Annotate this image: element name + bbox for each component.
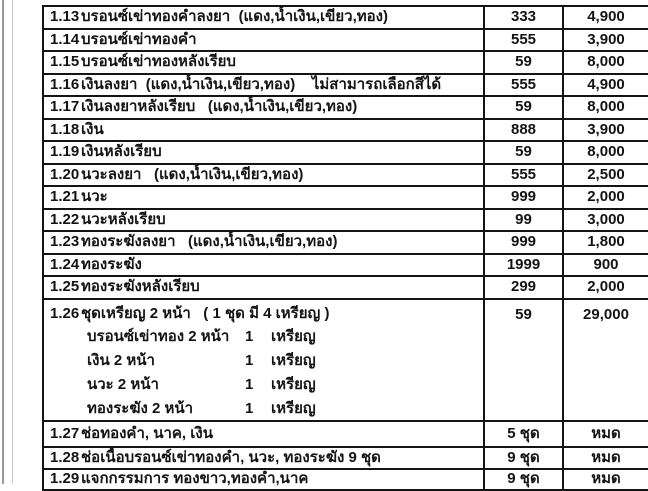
item-description-cell (44, 75, 485, 96)
item-description: นวะลงยา (แดง,น้ำเงิน,เขียว,ทอง) (81, 165, 304, 183)
set-subitem (44, 349, 483, 373)
quantity-cell: 555 (485, 165, 564, 186)
table-row (44, 422, 648, 448)
left-margin-guide-line (2, 0, 4, 484)
price-cell: หมด (591, 424, 621, 442)
quantity-cell: 5 ชุด (485, 422, 564, 446)
item-description-cell (44, 97, 485, 118)
subitem-label: นวะ 2 หน้า (87, 375, 159, 393)
item-description: แจกกรรมการ ทองขาว,ทองคำ,นาค (81, 470, 309, 487)
price-cell: 2,000 (587, 188, 625, 206)
table-row (44, 165, 648, 188)
quantity-cell: 555 (485, 75, 564, 96)
set-subitem (44, 373, 483, 397)
item-description: ชุดเหรียญ 2 หน้า ( 1 ชุด มี 4 เหรียญ ) (81, 305, 330, 322)
set-subitem (44, 326, 483, 350)
table-row (44, 7, 648, 30)
row-number: 1.29 (50, 470, 80, 487)
row-number: 1.16 (50, 75, 80, 93)
subitem-unit: เหรียญ (271, 352, 316, 370)
item-description: ทองระฆังลงยา (แดง,น้ำเงิน,เขียว,ทอง) (81, 233, 338, 251)
item-description-cell (44, 470, 485, 489)
table-row (44, 30, 648, 53)
item-description-cell (44, 277, 485, 298)
item-description: ช่อเนื้อบรอนซ์เข่าทองคำ, นวะ, ทองระฆัง 9 ชุด (81, 448, 381, 466)
item-description-cell (44, 7, 485, 28)
item-description: บรอนซ์เข่าทองคำลงยา (แดง,น้ำเงิน,เขียว,ทอง) (81, 8, 388, 26)
row-number: 1.22 (50, 210, 80, 228)
table-row (44, 210, 648, 233)
price-cell: 3,900 (587, 30, 625, 48)
price-table (42, 5, 648, 491)
item-description-cell (44, 187, 485, 208)
table-row (44, 52, 648, 75)
item-description: เงิน (81, 120, 104, 138)
subitem-quantity: 1 (245, 375, 254, 393)
table-row (44, 187, 648, 210)
item-description-cell (44, 120, 485, 141)
item-description: เงินหลังเรียบ (81, 143, 162, 161)
item-description-cell (44, 448, 485, 468)
item-description: บรอนซ์เข่าทองหลังเรียบ (81, 53, 236, 71)
item-description-cell (44, 142, 485, 163)
item-description: ช่อทองคำ, นาค, เงิน (81, 424, 213, 442)
price-cell: 900 (593, 255, 619, 273)
item-description-cell (44, 232, 485, 253)
price-cell: หมด (591, 470, 621, 487)
price-cell: 2,000 (587, 278, 625, 296)
quantity-cell: 999 (485, 187, 564, 208)
row-number: 1.17 (50, 98, 80, 116)
row-number: 1.19 (50, 143, 80, 161)
row-number: 1.25 (50, 278, 80, 296)
quantity-cell: 59 (485, 142, 564, 163)
subitem-label: ทองระฆัง 2 หน้า (87, 399, 194, 417)
price-cell: 4,900 (587, 75, 625, 93)
item-description: นวะหลังเรียบ (81, 210, 166, 228)
price-cell: 3,900 (587, 120, 625, 138)
quantity-cell: 59 (485, 300, 564, 420)
row-number: 1.23 (50, 233, 80, 251)
item-description-cell (44, 165, 485, 186)
subitem-unit: เหรียญ (271, 375, 316, 393)
quantity-cell: 555 (485, 30, 564, 51)
row-number: 1.20 (50, 165, 80, 183)
subitem-quantity: 1 (245, 352, 254, 370)
price-cell: 3,000 (587, 210, 625, 228)
price-cell: 8,000 (587, 53, 625, 71)
row-number: 1.15 (50, 53, 80, 71)
item-description-cell (44, 300, 485, 420)
table-row (44, 97, 648, 120)
table-row (44, 120, 648, 143)
subitem-unit: เหรียญ (271, 399, 316, 417)
row-number: 1.27 (50, 424, 80, 442)
quantity-cell: 9 ชุด (485, 470, 564, 489)
item-description-cell (44, 30, 485, 51)
quantity-cell: 1999 (485, 255, 564, 276)
price-cell: 1,800 (587, 233, 625, 251)
table-row (44, 255, 648, 278)
row-number: 1.24 (50, 255, 80, 273)
price-cell: หมด (591, 448, 621, 466)
row-number: 1.21 (50, 188, 80, 206)
price-cell: 2,500 (587, 165, 625, 183)
quantity-cell: 888 (485, 120, 564, 141)
subitem-quantity: 1 (245, 328, 254, 346)
item-description-cell (44, 255, 485, 276)
subitem-label: บรอนซ์เข่าทอง 2 หน้า (87, 328, 230, 346)
subitem-quantity: 1 (245, 399, 254, 417)
table-row (44, 300, 648, 422)
quantity-cell: 9 ชุด (485, 448, 564, 468)
price-cell: 29,000 (583, 305, 629, 323)
item-description: ทองระฆัง (81, 255, 142, 273)
quantity-cell: 299 (485, 277, 564, 298)
item-description: บรอนซ์เข่าทองคำ (81, 30, 197, 48)
item-description-cell (44, 52, 485, 73)
set-subitem (44, 397, 483, 420)
row-number: 1.13 (50, 8, 80, 26)
left-margin-guide-line-2 (12, 0, 13, 484)
row-number: 1.28 (50, 448, 80, 466)
quantity-cell: 59 (485, 97, 564, 118)
row-number: 1.18 (50, 120, 80, 138)
item-description-cell (44, 210, 485, 231)
row-number: 1.14 (50, 30, 80, 48)
table-row (44, 142, 648, 165)
quantity-cell: 333 (485, 7, 564, 28)
quantity-cell: 99 (485, 210, 564, 231)
price-cell: 8,000 (587, 98, 625, 116)
table-row (44, 277, 648, 300)
price-cell: 8,000 (587, 143, 625, 161)
table-row (44, 448, 648, 470)
item-description: ทองระฆังหลังเรียบ (81, 278, 200, 296)
price-cell: 4,900 (587, 8, 625, 26)
table-row (44, 232, 648, 255)
item-main-line (44, 303, 483, 326)
subitem-label: เงิน 2 หน้า (87, 352, 155, 370)
quantity-cell: 999 (485, 232, 564, 253)
item-description: นวะ (81, 188, 108, 206)
quantity-cell: 59 (485, 52, 564, 73)
item-description: เงินลงยาหลังเรียบ (แดง,น้ำเงิน,เขียว,ทอง) (81, 98, 358, 116)
item-description: เงินลงยา (แดง,น้ำเงิน,เขียว,ทอง) ไม่สามารถเลือกสีได้ (81, 75, 442, 93)
table-row (44, 470, 648, 491)
row-number: 1.26 (50, 305, 80, 322)
subitem-unit: เหรียญ (271, 328, 316, 346)
item-description-cell (44, 422, 485, 446)
table-row (44, 75, 648, 98)
